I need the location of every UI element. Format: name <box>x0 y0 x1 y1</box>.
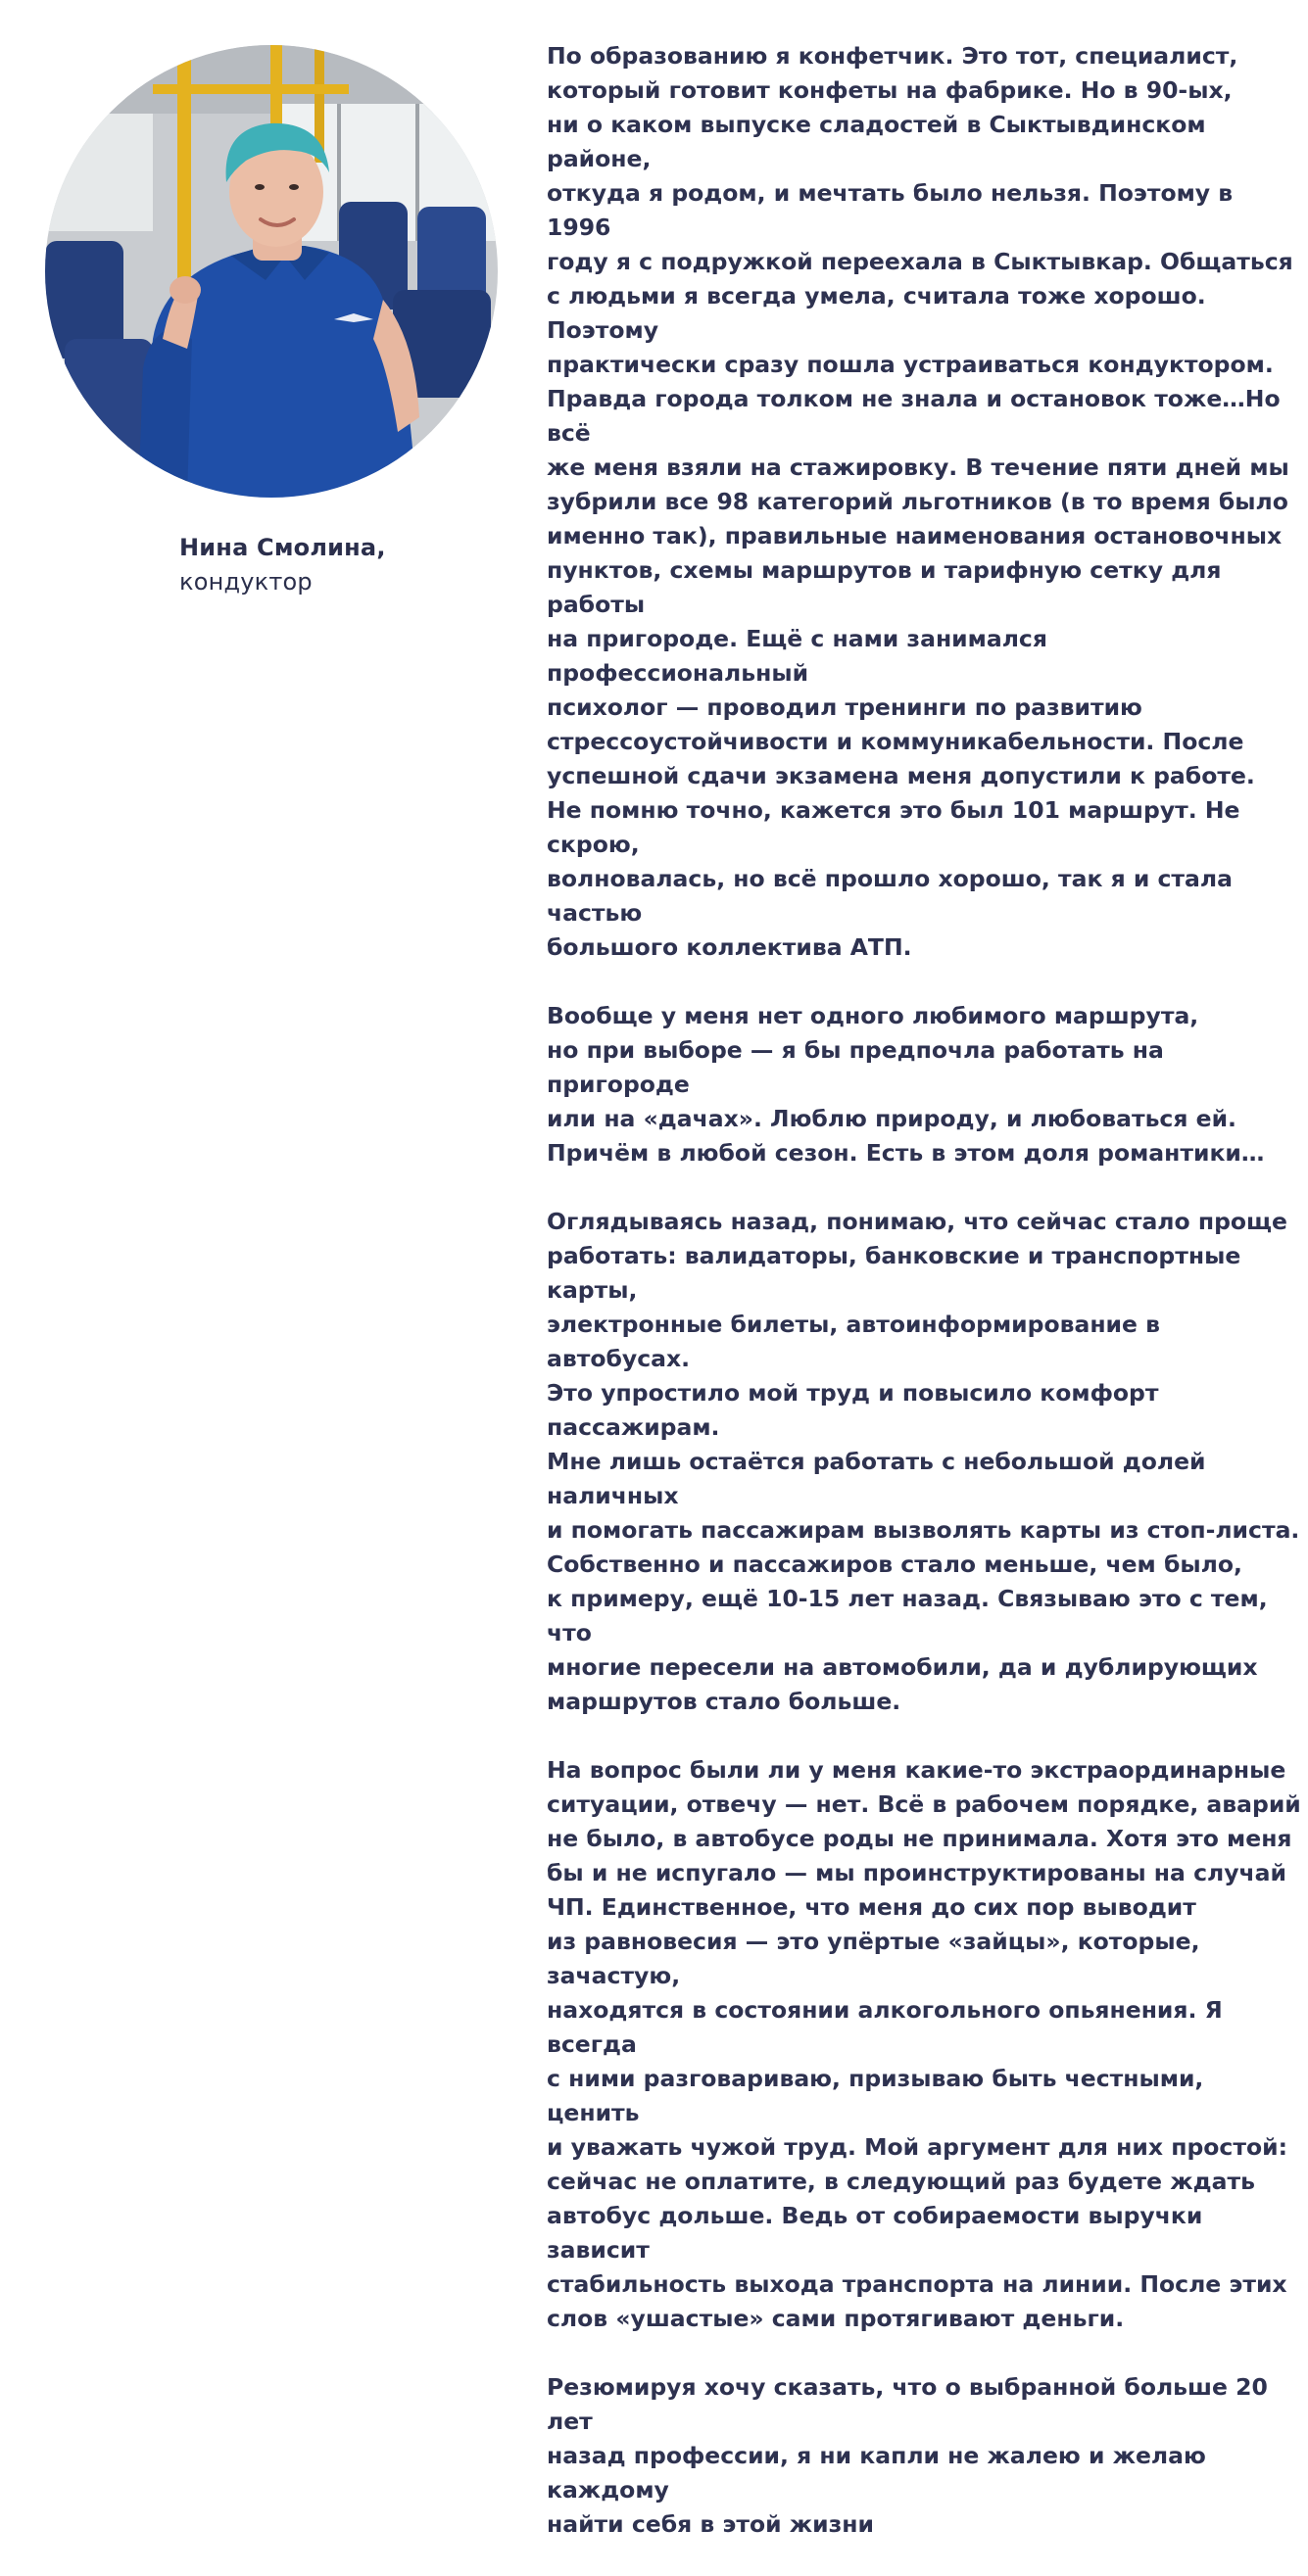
article-paragraph: Резюмируя хочу сказать, что о выбранной больше 20 лет назад профессии, я ни капли не жалею и желаю каждому найти себя в этой жизни <box>547 2373 1268 2538</box>
article-body <box>547 39 1301 2576</box>
article-paragraph: На вопрос были ли у меня какие-то экстраординарные ситуации, отвечу — нет. Всё в рабочем порядке, аварий не было, в автобусе роды не принимала. Хотя это меня бы и не испугало — мы проинструктированы на случай ЧП. Единственное, что меня до сих пор выводит из равновесия — это упёртые «зайцы», которые, зачастую, находятся в состоянии алкогольного опьянения. Я всегда с ними разговариваю, призываю быть честными, ценить и уважать чужой труд. Мой аргумент для них простой: сейчас не оплатите, в следующий раз будете ждать автобус дольше. Ведь от собираемости выручки зависит стабильность выхода транспорта на линии. После этих слов «ушастые» сами протягивают деньги. <box>547 1756 1301 2332</box>
article-paragraph: По образованию я конфетчик. Это тот, специалист, который готовит конфеты на фабрике. Но в 90-ых, ни о каком выпуске сладостей в Сыктывдинском районе, откуда я родом, и мечтать было нельзя. Поэтому в 1996 году я с подружкой переехала в Сыктывкар. Общаться с людьми я всегда умела, считала тоже хорошо. Поэтому практически сразу пошла устраиваться кондуктором. Правда города толком не знала и остановок тоже…Но всё же меня взяли на стажировку. В течение пяти дней мы зубрили все 98 категорий льготников (в то время было именно так), правильные наименования остановочных пунктов, схемы маршрутов и тарифную сетку для работы на пригороде. Ещё с нами занимался профессиональный психолог — проводил тренинги по развитию стрессоустойчивости и коммуникабельности. После успешной сдачи экзамена меня допустили к работе. Не помню точно, кажется это был 101 маршрут. Не скрою, волновалась, но всё прошло хорошо, так я и стала частью большого коллектива АТП. <box>547 42 1293 961</box>
handrail-top <box>153 84 349 94</box>
bus-seat <box>65 339 153 456</box>
article-paragraph: Оглядываясь назад, понимаю, что сейчас стало проще работать: валидаторы, банковские и транспортные карты, электронные билеты, автоинформирование в автобусах. Это упростило мой труд и повысило комфорт пассажирам. Мне лишь остаётся работать с небольшой долей наличных и помогать пассажирам вызволять карты из стоп-листа. Собственно и пассажиров стало меньше, чем было, к примеру, ещё 10-15 лет назад. Связываю это с тем, что многие пересели на автомобили, да и дублирующих маршрутов стало больше. <box>547 1208 1300 1715</box>
bus-window-left <box>45 114 153 231</box>
article-paragraph: Вообще у меня нет одного любимого маршрута, но при выборе — я бы предпочла работать на пригороде или на «дачах». Люблю природу, и любоваться ей. Причём в любой сезон. Есть в этом доля романтики… <box>547 1002 1265 1167</box>
person-caption <box>179 531 386 599</box>
person-name: Нина Смолина, <box>179 534 386 561</box>
portrait-illustration <box>45 45 498 498</box>
hand <box>170 276 201 304</box>
person-role: кондуктор <box>179 568 313 596</box>
portrait-photo <box>45 45 498 498</box>
